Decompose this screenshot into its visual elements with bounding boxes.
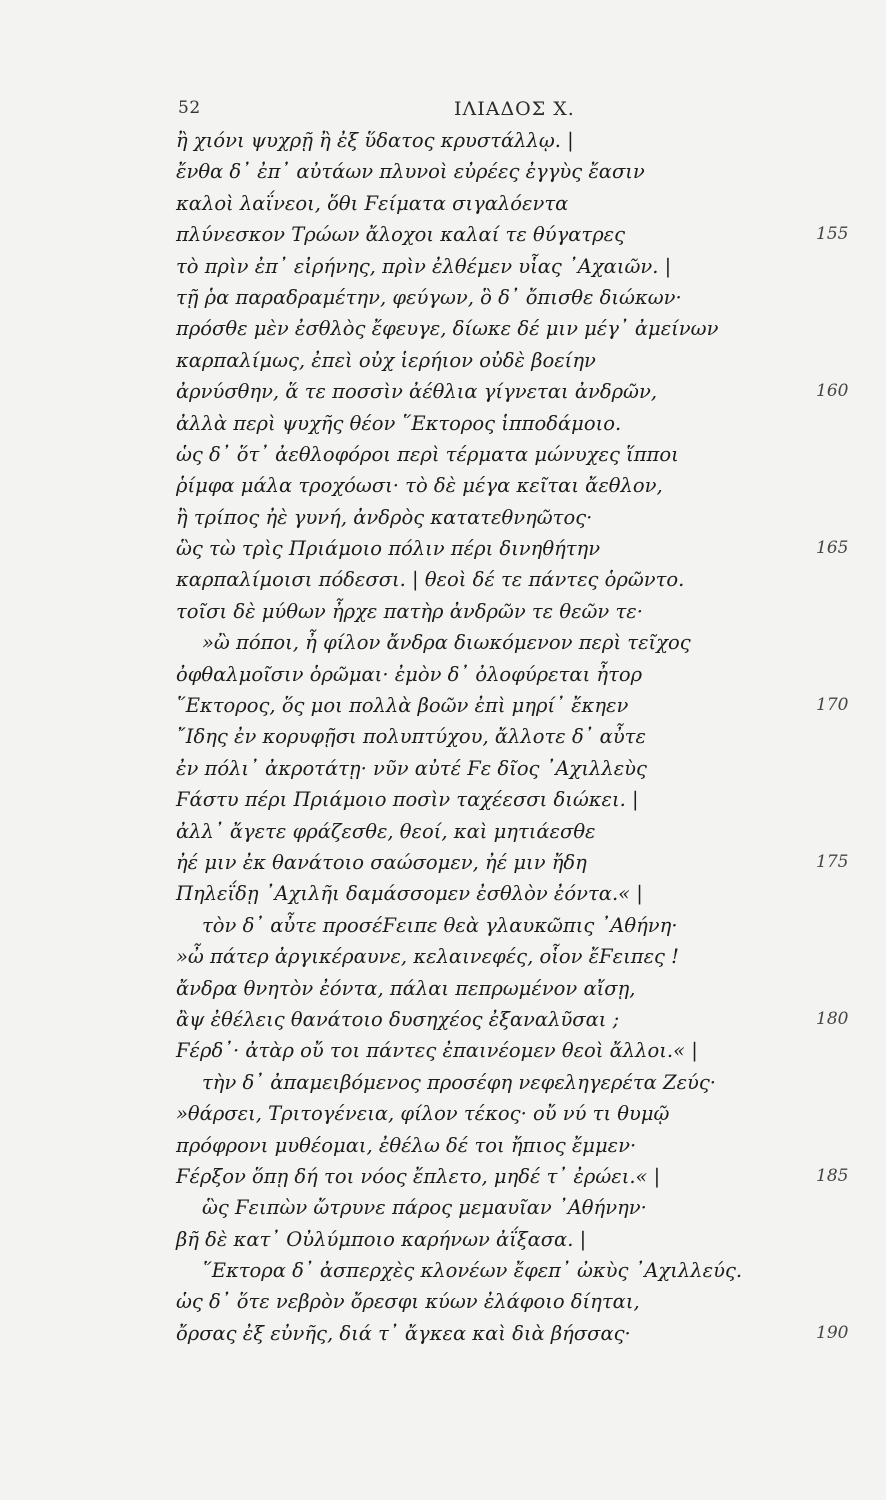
verse-line [176, 1161, 866, 1192]
line-number: 180 [816, 1008, 849, 1029]
line-number: 190 [816, 1322, 849, 1343]
verse-text: καλοὶ λαΐνεοι, ὅθι Ϝείματα σιγαλόεντα [176, 191, 569, 215]
verse-line [176, 125, 866, 156]
verse-line [176, 345, 866, 376]
line-number: 185 [816, 1165, 849, 1186]
verse-line [176, 1035, 866, 1066]
verse-text: πρόφρονι μυθέομαι, ἐθέλω δέ τοι ἤπιος ἔμμεν· [176, 1133, 637, 1157]
verse-line [176, 847, 866, 878]
verse-line [176, 973, 866, 1004]
verse-text: ὄρσας ἐξ εὐνῆς, διά τ᾽ ἄγκεα καὶ διὰ βήσσας· [176, 1321, 631, 1345]
verse-line [176, 816, 866, 847]
verse-line [176, 408, 866, 439]
verse-text: τῇ ῥα παραδραμέτην, φεύγων, ὃ δ᾽ ὄπισθε διώκων· [176, 285, 682, 309]
verse-text: ἀλλ᾽ ἄγετε φράζεσθε, θεοί, καὶ μητιάεσθε [176, 819, 596, 843]
verse-line [176, 784, 866, 815]
verse-text: καρπαλίμως, ἐπεὶ οὐχ ἱερήιον οὐδὲ βοείην [176, 348, 596, 372]
line-number: 170 [816, 695, 849, 716]
verse-text: ἢ τρίπος ἠὲ γυνή, ἀνδρὸς κατατεθνηῶτος· [176, 505, 593, 529]
verse-line [176, 627, 866, 658]
verse-line [176, 1192, 866, 1223]
verse-line [176, 219, 866, 250]
verse-text: ῎Ιδης ἐν κορυφῇσι πολυπτύχου, ἄλλοτε δ᾽ αὖτε [176, 725, 646, 749]
verse-line [176, 156, 866, 187]
verse-line [176, 439, 866, 470]
verse-text: ἢ χιόνι ψυχρῇ ἢ ἐξ ὕδατος κρυστάλλῳ. | [176, 129, 574, 152]
verse-text: τοῖσι δὲ μύθων ἦρχε πατὴρ ἀνδρῶν τε θεῶν τε· [176, 599, 643, 623]
verse-text: καρπαλίμοισι πόδεσσι. | θεοὶ δέ τε πάντες ὁρῶντο. [176, 568, 685, 592]
verse-line [176, 564, 866, 595]
verse-text: βῆ δὲ κατ᾽ Οὐλύμποιο καρήνων ἀΐξασα. | [176, 1227, 587, 1251]
verse-line [176, 659, 866, 690]
verse-line [176, 1098, 866, 1129]
verse-line [176, 470, 866, 501]
verse-text: πρόσθε μὲν ἐσθλὸς ἔφευγε, δίωκε δέ μιν μέγ᾽ ἀμείνων [176, 317, 719, 341]
verse-text: ἀλλὰ περὶ ψυχῆς θέον ῞Εκτορος ἱπποδάμοιο. [176, 411, 622, 435]
line-number: 160 [816, 381, 849, 402]
verse-line [176, 533, 866, 564]
verse-text: ῥίμφα μάλα τροχόωσι· τὸ δὲ μέγα κεῖται ἄεθλον, [176, 474, 663, 498]
verse-text: τὴν δ᾽ ἀπαμειβόμενος προσέφη νεφεληγερέτα Ζεύς· [202, 1070, 717, 1094]
verse-text: ῞Εκτορα δ᾽ ἀσπερχὲς κλονέων ἔφεπ᾽ ὠκὺς ᾽Αχιλλεύς. [202, 1259, 743, 1283]
verse-line [176, 910, 866, 941]
verse-text: ἔνθα δ᾽ ἐπ᾽ αὐτάων πλυνοὶ εὐρέες ἐγγὺς ἔασιν [176, 160, 645, 184]
verse-text: ἐν πόλι᾽ ἀκροτάτῃ· νῦν αὐτέ Ϝε δῖος ᾽Αχιλλεὺς [176, 756, 647, 780]
verse-line [176, 313, 866, 344]
verse-line [176, 1004, 866, 1035]
verse-line [176, 376, 866, 407]
verse-text: Ϝέρξον ὅπῃ δή τοι νόος ἔπλετο, μηδέ τ᾽ ἐρώει.« | [176, 1164, 661, 1188]
verse-line [176, 690, 866, 721]
verse-line [176, 1318, 866, 1349]
verse-text: ῞Εκτορος, ὅς μοι πολλὰ βοῶν ἐπὶ μηρί᾽ ἔκηεν [176, 694, 629, 718]
verse-text: ὡς δ᾽ ὅτε νεβρὸν ὄρεσφι κύων ἐλάφοιο δίηται, [176, 1290, 640, 1314]
verse-text: Ϝάστυ πέρι Πριάμοιο ποσὶν ταχέεσσι διώκει. | [176, 788, 639, 812]
verse-text: ἄνδρα θνητὸν ἐόντα, πάλαι πεπρωμένον αἴσῃ, [176, 976, 636, 1000]
verse-text: τὸ πρὶν ἐπ᾽ εἰρήνης, πρὶν ἐλθέμεν υἷας ᾽Αχαιῶν. | [176, 254, 672, 278]
verse-text: ἀρνύσθην, ἅ τε ποσσὶν ἀέθλια γίγνεται ἀνδρῶν, [176, 380, 658, 404]
verse-text: »ὢ πόποι, ἦ φίλον ἄνδρα διωκόμενον περὶ τεῖχος [202, 631, 691, 655]
verse-text: τὸν δ᾽ αὖτε προσέϜειπε θεὰ γλαυκῶπις ᾽Αθήνη· [202, 913, 678, 937]
verse-line [176, 753, 866, 784]
verse-line [176, 1286, 866, 1317]
verse-line [176, 502, 866, 533]
verse-line [176, 251, 866, 282]
verse-text: »θάρσει, Τριτογένεια, φίλον τέκος· οὔ νύ τι θυμῷ [176, 1102, 670, 1126]
verse-text: Πηλεΐδῃ ᾽Αχιλῆι δαμάσσομεν ἐσθλὸν ἐόντα.« | [176, 882, 643, 906]
page-number: 52 [178, 98, 201, 118]
verse-line [176, 1130, 866, 1161]
verse-text: ἂψ ἐθέλεις θανάτοιο δυσηχέος ἐξαναλῦσαι ; [176, 1007, 620, 1031]
verse-line [176, 721, 866, 752]
verse-line [176, 1067, 866, 1098]
line-number: 155 [816, 224, 849, 245]
verse-text: ὣς τὼ τρὶς Πριάμοιο πόλιν πέρι δινηθήτην [176, 537, 601, 561]
line-number: 175 [816, 851, 849, 872]
verse-line [176, 188, 866, 219]
verse-text: ὡς δ᾽ ὅτ᾽ ἀεθλοφόροι περὶ τέρματα μώνυχες ἵπποι [176, 442, 679, 466]
verse-text: πλύνεσκον Τρώων ἄλοχοι καλαί τε θύγατρες [176, 223, 626, 247]
poem-text [176, 125, 866, 1349]
verse-line [176, 941, 866, 972]
verse-text: ἠέ μιν ἐκ θανάτοιο σαώσομεν, ἠέ μιν ἤδη [176, 850, 587, 874]
running-title: ΙΛΙΑΔΟΣ Χ. [454, 98, 575, 120]
verse-line [176, 878, 866, 909]
verse-text: »ὦ πάτερ ἀργικέραυνε, κελαινεφές, οἷον ἔϜειπες ! [176, 945, 680, 969]
verse-text: ὣς Ϝειπὼν ὤτρυνε πάρος μεμαυῖαν ᾽Αθήνην· [202, 1196, 647, 1220]
verse-line [176, 1255, 866, 1286]
verse-line [176, 596, 866, 627]
verse-text: Ϝέρδ᾽· ἀτὰρ οὔ τοι πάντες ἐπαινέομεν θεοὶ ἄλλοι.« | [176, 1039, 698, 1063]
verse-line [176, 282, 866, 313]
verse-text: ὀφθαλμοῖσιν ὁρῶμαι· ἐμὸν δ᾽ ὀλοφύρεται ἦτορ [176, 662, 643, 686]
line-number: 165 [816, 538, 849, 559]
verse-line [176, 1224, 866, 1255]
